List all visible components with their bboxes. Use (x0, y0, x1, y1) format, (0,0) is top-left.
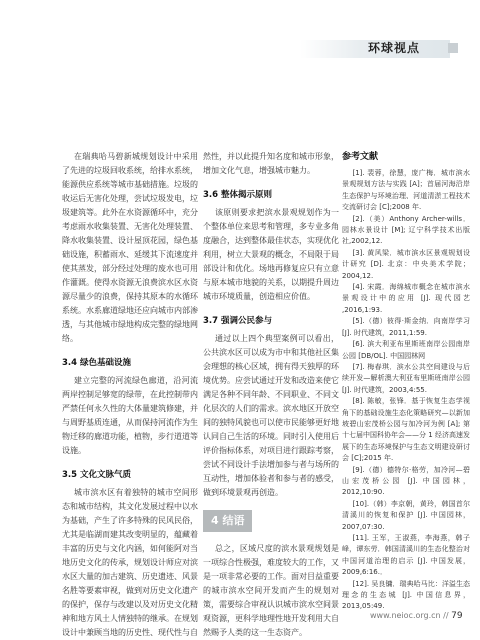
conclusion-heading: 4 结语 (203, 510, 252, 532)
reference-item: [3]. 黄风梁．城市滨水区景观规划设计研究 [D]. 北京：中央美术学院；2004,12. (342, 248, 470, 280)
column-left (62, 150, 198, 640)
footer-url: www.neioc.org.cn (370, 611, 441, 620)
reference-item: [5].（德）彼得·斯金纳．向南岸学习 [J]. 时代建筑，2011,1:59. (342, 317, 470, 337)
reference-item: [10].（韩）李京朝，黄玲，韩国首尔清溪川的恢复和保护 [J]. 中国园林，2007,07:30. (342, 499, 470, 531)
reference-item: [2].（美）Anthony Archer-wills．园林水景设计 [M]; 辽宁科学技术出版社,2002,12. (342, 214, 470, 246)
reference-item: [11]. 王军，王淑燕，李海燕，韩子峰，谭东劳．韩国清溪川的生态化整治对中国河道治理的启示 [J]. 中国发展，2009,6:16.． (342, 534, 470, 577)
header-square-decoration (448, 43, 458, 53)
reference-item: [4]. 宋霞．海绵城市概念在城市滨水景观设计中的应用 [J]. 现代园艺 ,2016,1:93. (342, 283, 470, 314)
paragraph-3-7: 通过以上四个典型案例可以看出，公共滨水区可以成为市中和其他社区集会理想的核心区域，拥有得天独厚的环境优势。应尝试通过开发和改造来使它满足各种不同年龄、不同职业、不同文化层次的人们的需求。滨水地区开放空间的独特风貌也可以使市民能够更好地认同自己生活的环境。同时引入使用后评价指标体系，对项目进行跟踪考察，尝试不同设计手法增加参与者与场所的互动性，增加体验者和参与者的感受，做到环境景观再创造。 (203, 334, 339, 497)
heading-3-6: 3.6 整体揭示原则 (203, 190, 273, 200)
column-middle (203, 150, 339, 640)
heading-3-4: 3.4 绿色基础设施 (62, 358, 132, 368)
paragraph-3-6: 该原则要求把滨水景观规划作为一个整体单位来思考和管理，多专业多角度融合，达到整体最佳状态，实现优化利用，树立大景观的概念，不局限于局部设计和优化。场地再修复应只有立意与原本城市地貌的关系，以期提升周边城市环境质量，创造相应价值。 (203, 208, 339, 301)
reference-item: [8]. 陈敏，张锋．基于恢复生态学视角下的基础设施生态化策略研究—以新加坡碧山宏茂桥公园与加冷河为例 [A]; 第十七届中国科协年会——分 1 经济高速发展下的生态环境保护与生态文明建设研讨会 [C];2015 年. (342, 397, 470, 463)
reference-item: [1]. 裴蓉，徐慧，庞广梅．城市滨水景观规划方法与实践 [A]；首届河海沿岸生态保护与环境治理、河道清淤工程技术交流研讨会 [C];2008 年. (342, 169, 470, 212)
paragraph-3-4: 建立完整的河流绿色廊道，沿河流两岸控制足够宽的绿带，在此控制带内严禁任何永久性的大体量建筑修建，并与周野基质连通，从而保持河流作为生物迁移的廊道功能，植物，步行道道等设施。 (62, 376, 198, 455)
reference-item: [12]. 吴良镛．瑞典哈马比：洋溢生态理念的生态城 [J]. 中国信息界，2013,05:49. (342, 579, 470, 611)
paragraph-continued: 然性，并以此提升知名度和城市形象，增加文化气息，增强城市魅力。 (203, 152, 339, 175)
page-number: 79 (451, 611, 463, 621)
reference-item: [9].（德）德特尔·格劳，加冷河—碧山宏茂桥公园 [J]. 中国园林，2012,10:90. (342, 465, 470, 497)
references-title: 参考文献 (342, 152, 379, 162)
paragraph-intro: 在瑞典哈马碧新城规划设计中采用了先进的垃圾回收系统，给排水系统，能源供应系统等城市基础措施。垃圾的收运后无害化处理，尝试垃圾发电，垃圾建筑等。此外在水资源循环中，充分考虑雨水收集装置、无害化处理装置、降水收集装置、设计屋顶花园，绿色基础设施，积蓄雨水、延缓其下流速度并使其蒸发，部分经过处理的废水也可用作灌溉。使得水资源无浪费滨水区水资源尽量少的浪费，保持其原本的水循环系统。水系廊道绿地还应向城市内部渗透，与其他城市绿地构成完整的绿地网络。 (62, 152, 198, 343)
footer-separator: // (443, 611, 449, 620)
heading-3-7: 3.7 强调公民参与 (203, 316, 273, 326)
paragraph-conclusion: 总之，区域尺度的滨水景观规划是一项综合性极强，难度较大的工作，又是一项非常必要的工作。面对目益重要的城市滨水空间开发而产生的规划对策，需要综合审视认识城市滨水空间景观资源，更科学地理性地开发利用大自然赐予人类的这一生态资产。 (203, 544, 339, 637)
column-references (342, 150, 470, 613)
heading-3-5: 3.5 文化文脉气质 (62, 470, 132, 480)
reference-item: [7]. 梅春琪．滨水公共空间建设与后续开发—解析澳大利亚布里斯班南岸公园 [J]. 时代建筑，2003,4:55. (342, 362, 470, 394)
reference-item: [6]. 滨大利亚布里斯班南岸公园南岸公园 [DB/OL]. 中国园林网 (342, 340, 470, 360)
page-header (0, 0, 480, 100)
page-footer (370, 611, 463, 621)
paragraph-3-5: 城市滨水区有着独特的城市空间形态和城市结构，其文化发展过程中以水为基础，产生了许多特殊的民风民俗，尤其是临湖而建其改变明显的，蕴藏着丰富的历史与文化内涵，如何能阿对当地历史文化的传承，规划设计师应对滨水区大量的加古建筑、历史遗迹、风景名胜等要素审视，做到对历史文化遗产的保护，保存与改建以及对历史文化精神和地方风土人情独特的继承。在规划设计中兼顾当地的历史性、现代性与自 (62, 488, 198, 637)
section-title: 环球视点 (368, 41, 421, 55)
